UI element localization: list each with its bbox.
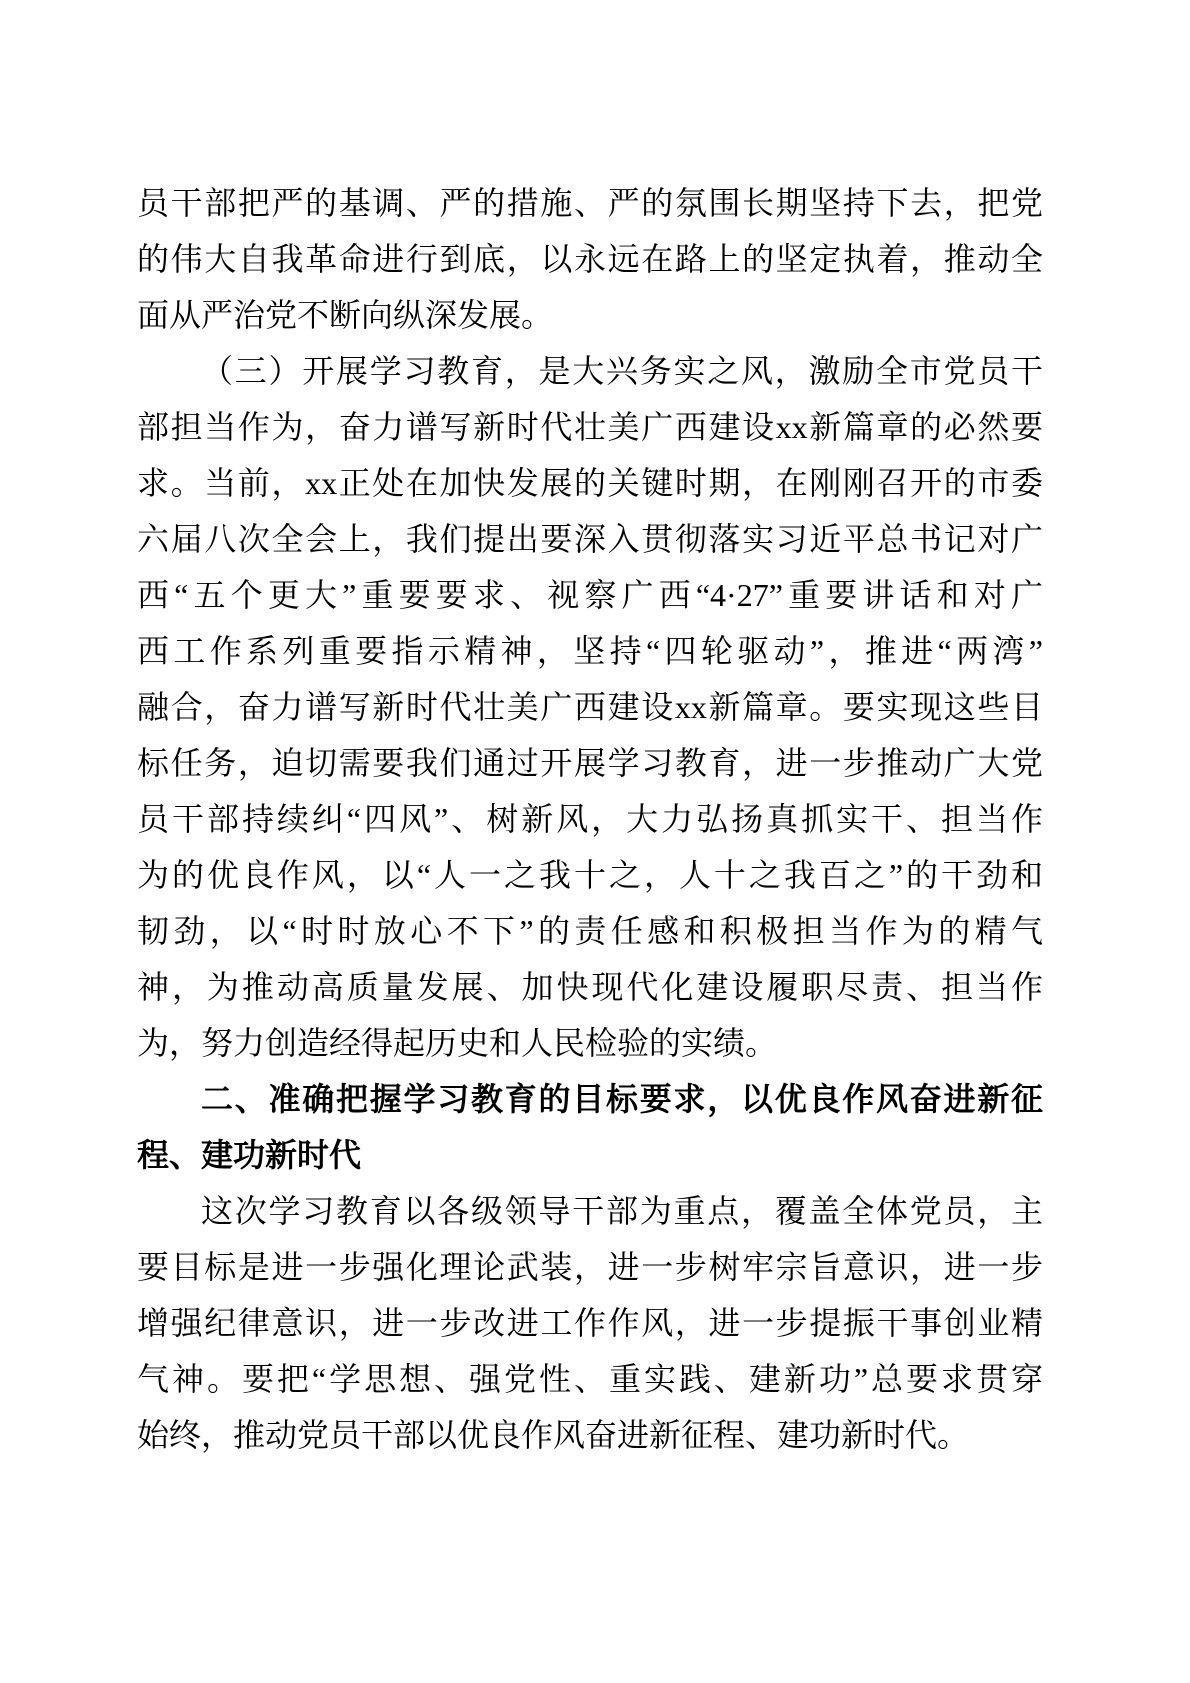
text-line: 西工作系列重要指示精神，坚持“四轮驱动”，推进“两湾” (137, 633, 1043, 669)
text-line: 员干部持续纠“四风”、树新风，大力弘扬真抓实干、担当作 (137, 801, 1043, 837)
text-line: 增强纪律意识，进一步改进工作作风，进一步提振干事创业精 (137, 1305, 1043, 1341)
text-line: 标任务，迫切需要我们通过开展学习教育，进一步推动广大党 (137, 745, 1043, 781)
paragraph-continuation (137, 175, 1043, 343)
text-line: 求。当前，xx正处在加快发展的关键时期，在刚刚召开的市委 (137, 465, 1043, 501)
text-line: 气神。要把“学思想、强党性、重实践、建新功”总要求贯穿 (137, 1361, 1043, 1397)
text-line: 要目标是进一步强化理论武装，进一步树牢宗旨意识，进一步 (137, 1249, 1043, 1285)
text-line: 这次学习教育以各级领导干部为重点，覆盖全体党员，主 (201, 1193, 1043, 1229)
text-line: 为，努力创造经得起历史和人民检验的实绩。 (137, 1025, 778, 1061)
heading-section-two (137, 1071, 1043, 1183)
text-line: 始终，推动党员干部以优良作风奋进新征程、建功新时代。 (137, 1417, 970, 1453)
text-line: 西“五个更大”重要要求、视察广西“4·27”重要讲话和对广 (137, 577, 1043, 613)
document-content (137, 175, 1043, 1463)
text-line: 为的优良作风，以“人一之我十之，人十之我百之”的干劲和 (137, 857, 1043, 893)
text-line: 二、准确把握学习教育的目标要求，以优良作风奋进新征 (201, 1081, 1043, 1117)
text-line: 融合，奋力谱写新时代壮美广西建设xx新篇章。要实现这些目 (137, 689, 1043, 725)
paragraph-goals (137, 1183, 1043, 1463)
text-line: 部担当作为，奋力谱写新时代壮美广西建设xx新篇章的必然要 (137, 409, 1043, 445)
text-line: 神，为推动高质量发展、加快现代化建设履职尽责、担当作 (137, 969, 1043, 1005)
text-line: 六届八次全会上，我们提出要深入贯彻落实习近平总书记对广 (137, 521, 1043, 557)
paragraph-section-three (137, 343, 1043, 1071)
text-line: （三）开展学习教育，是大兴务实之风，激励全市党员干 (201, 353, 1043, 389)
text-line: 面从严治党不断向纵深发展。 (137, 297, 554, 333)
text-line: 员干部把严的基调、严的措施、严的氛围长期坚持下去，把党 (137, 185, 1043, 221)
text-line: 程、建功新时代 (137, 1137, 362, 1173)
text-line: 的伟大自我革命进行到底，以永远在路上的坚定执着，推动全 (137, 241, 1043, 277)
text-line: 韧劲，以“时时放心不下”的责任感和积极担当作为的精气 (137, 913, 1043, 949)
